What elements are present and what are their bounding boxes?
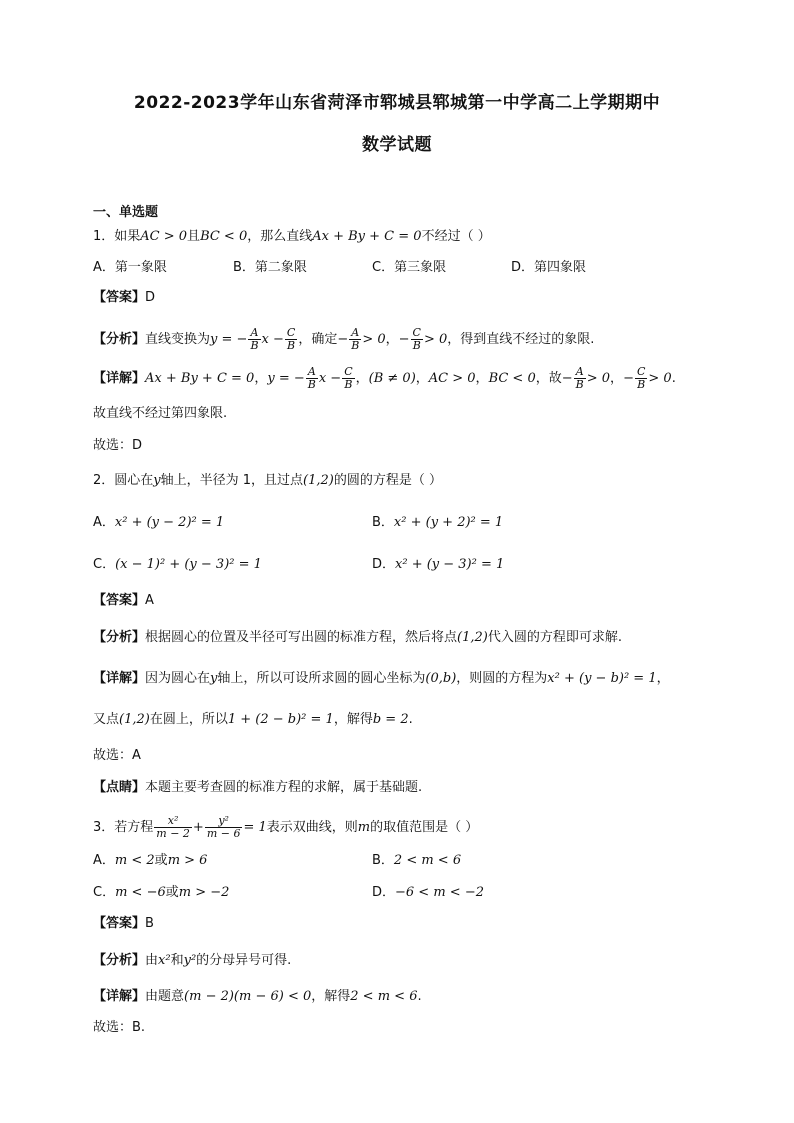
q3-detail: 【详解】由题意(m − 2)(m − 6) < 0，解得2 < m < 6. [93,989,422,1004]
q1-option-c: C．第三象限 [372,260,447,275]
q1-choice: 故选：D [93,438,143,453]
q2-stem: 2．圆心在y轴上，半径为 1，且过点(1,2)的圆的方程是（ ） [93,473,443,488]
fraction: $\frac{C}{B}$ [636,365,646,391]
q2-option-a: A．x² + (y − 2)² = 1 [93,515,225,530]
q2-tip: 【点睛】本题主要考查圆的标准方程的求解，属于基础题. [93,780,423,795]
q2-detail-line-2: 又点(1,2)在圆上，所以1 + (2 − b)² = 1，解得b = 2. [93,712,413,727]
q3-option-a: A．m < 2或m > 6 [93,853,208,868]
fraction: $\frac{C}{B}$ [286,326,296,352]
q2-answer: 【答案】A [93,593,154,608]
q2-choice: 故选：A [93,748,141,763]
q3-option-c: C．m < −6或m > −2 [93,885,230,900]
q1-analysis: 【分析】直线变换为y = − $\frac{A}{B}$ x − $\frac{C}{B}$ ，确定− $\frac{A}{B}$ > 0，− $\frac{C}{B}$ > 0，得到直线不经过的象限. [93,326,595,352]
q3-choice: 故选：B. [93,1020,146,1035]
q1-answer: 【答案】D [93,290,156,305]
fraction: $\frac{A}{B}$ [575,365,584,391]
fraction: $\frac{\text{y²}}{m - 6}$ [206,814,241,840]
section-heading: 一、单选题 [93,205,159,220]
q3-answer: 【答案】B [93,916,154,931]
q3-option-b: B．2 < m < 6 [372,853,462,868]
q1-option-b: B．第二象限 [233,260,307,275]
fraction: $\frac{C}{B}$ [344,365,353,391]
fraction: $\frac{C}{B}$ [412,326,421,352]
q1-option-d: D．第四象限 [511,260,587,275]
fraction: $\frac{A}{B}$ [250,326,259,352]
title-line-2: 数学试题 [362,135,432,155]
fraction: $\frac{A}{B}$ [307,365,316,391]
q1-option-a: A．第一象限 [93,260,167,275]
fraction: $\frac{A}{B}$ [351,326,360,352]
q2-option-b: B．x² + (y + 2)² = 1 [372,515,504,530]
q1-stem: 1．如果AC > 0且BC < 0，那么直线Ax + By + C = 0不经过（ ） [93,229,491,244]
q1-detail-line-2: 故直线不经过第四象限. [93,406,228,421]
q2-detail: 【详解】因为圆心在y轴上，所以可设所求圆的圆心坐标为(0,b)，则圆的方程为x² + (y − b)² = 1， [93,671,670,686]
q2-option-c: C．(x − 1)² + (y − 3)² = 1 [93,557,262,572]
q2-option-d: D．x² + (y − 3)² = 1 [372,557,505,572]
q3-analysis: 【分析】由x²和y²的分母异号可得. [93,953,292,968]
q3-stem: 3．若方程 $\frac{\text{x²}}{m - 2}$ + $\frac{\text{y²}}{m - 6}$ = 1表示双曲线，则m的取值范围是（ ） [93,814,479,840]
q3-option-d: D．−6 < m < −2 [372,885,484,900]
q2-analysis: 【分析】根据圆心的位置及半径可写出圆的标准方程，然后将点(1,2)代入圆的方程即可求解. [93,630,622,645]
fraction: $\frac{\text{x²}}{m - 2}$ [156,814,190,840]
q1-detail: 【详解】Ax + By + C = 0，y = − $\frac{A}{B}$ x − $\frac{C}{B}$ ，(B ≠ 0)，AC > 0，BC < 0，故− $\frac{A}{B}$ > 0，− $\frac{C}{B}$ > 0. [93,365,676,391]
title-line-1: 2022-2023学年山东省菏泽市郓城县郓城第一中学高二上学期期中 [133,93,661,113]
